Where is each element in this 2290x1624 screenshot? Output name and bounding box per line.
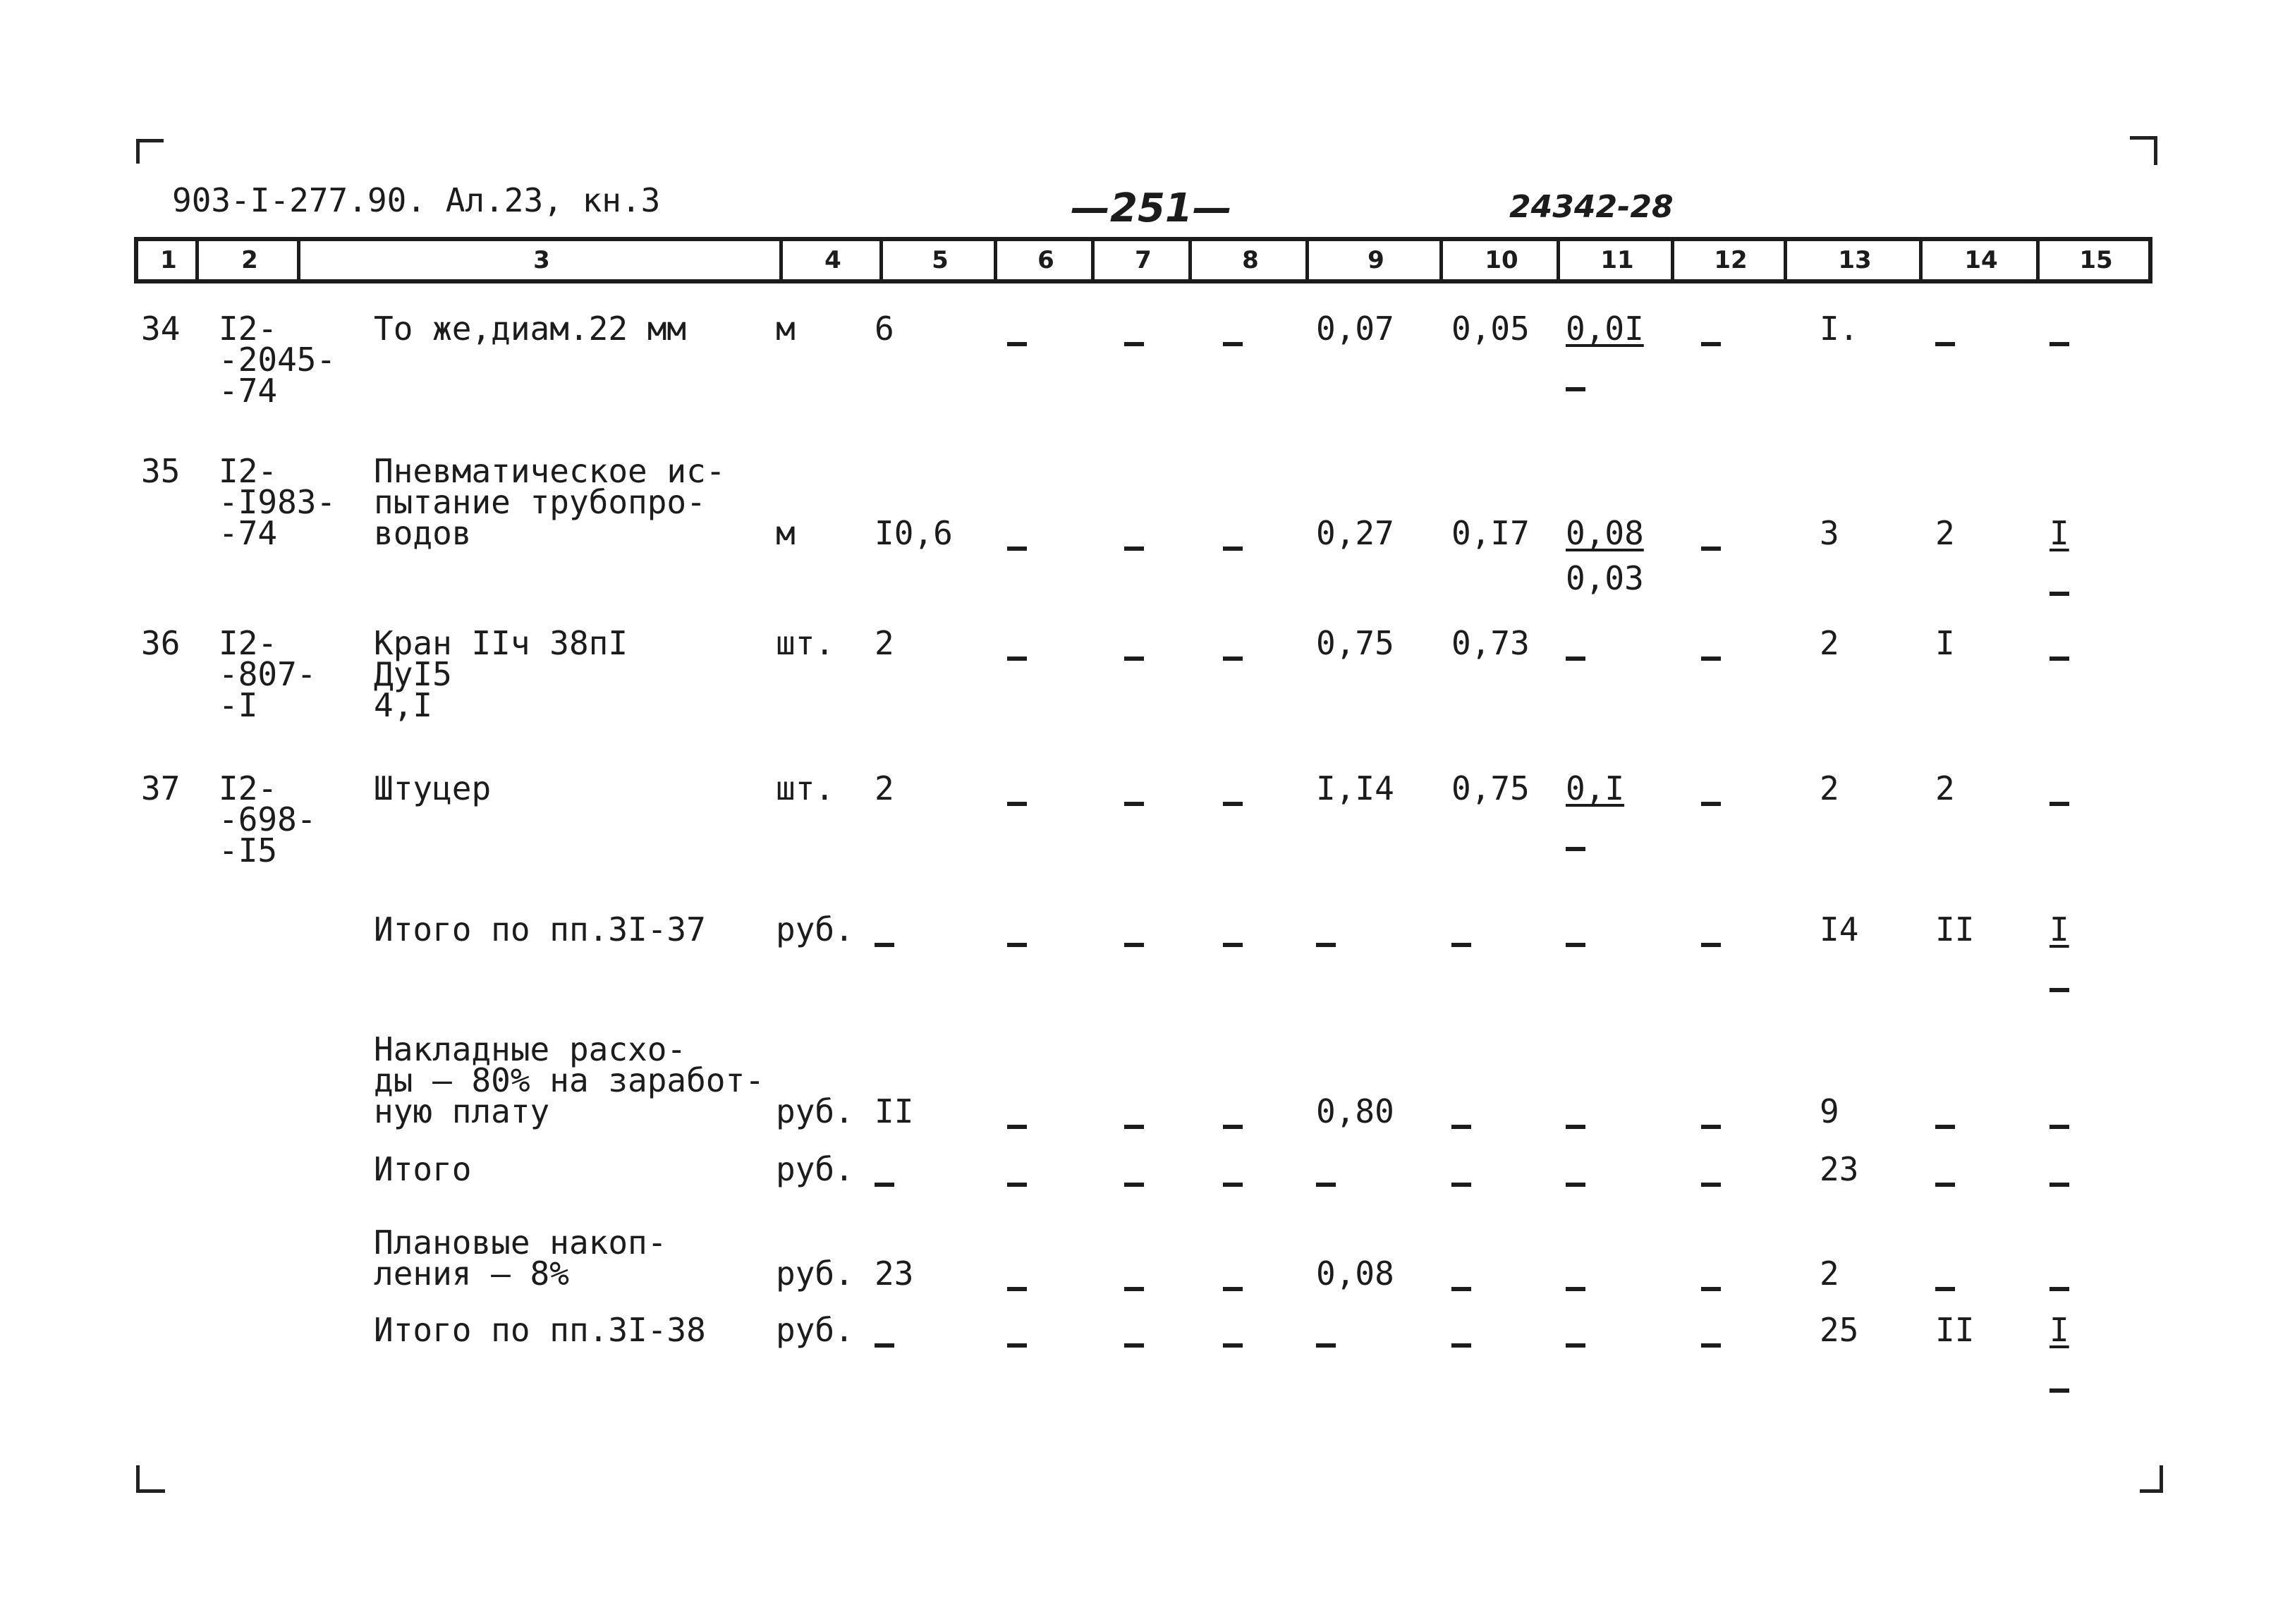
column-8-value xyxy=(1223,1271,1243,1302)
dash-mark xyxy=(1124,802,1144,806)
column-7-value xyxy=(1124,927,1144,958)
unit-of-measure: руб. xyxy=(776,910,854,948)
dash-mark xyxy=(1124,1287,1144,1291)
column-divider xyxy=(1188,237,1192,283)
column-6-value xyxy=(1007,1166,1027,1197)
value-c14: I xyxy=(1935,624,1955,662)
dash-mark xyxy=(1316,943,1336,947)
quantity: 2 xyxy=(875,624,894,662)
dash-mark xyxy=(1935,1287,1955,1291)
quantity xyxy=(875,927,894,958)
value-c10 xyxy=(1451,1327,1471,1358)
value-c11 xyxy=(1566,1271,1585,1302)
dash-mark xyxy=(1007,1125,1027,1129)
rate-code: -I983- xyxy=(219,483,336,521)
dash-mark xyxy=(1701,547,1721,551)
column-8-value xyxy=(1223,326,1243,357)
page-number: —251— xyxy=(1071,185,1232,231)
column-7-value xyxy=(1124,1271,1144,1302)
value-c14 xyxy=(1935,326,1955,357)
column-divider xyxy=(195,237,199,283)
dash-mark xyxy=(1223,1287,1243,1291)
column-header-9: 9 xyxy=(1368,246,1384,274)
rate-code: I2- xyxy=(219,769,278,807)
dash-mark xyxy=(1223,342,1243,346)
value-c14: II xyxy=(1935,910,1975,948)
column-header-11: 11 xyxy=(1600,246,1634,274)
value-c10: 0,I7 xyxy=(1451,514,1530,552)
unit-of-measure: шт. xyxy=(776,624,835,662)
column-6-value xyxy=(1007,640,1027,671)
work-description: Итого по пп.3I-38 xyxy=(374,1311,706,1349)
dash-mark xyxy=(1451,1125,1471,1129)
work-description: Накладные расхо- xyxy=(374,1030,687,1068)
dash-mark xyxy=(1935,342,1955,346)
value-c15-lower xyxy=(2050,575,2069,606)
column-header-1: 1 xyxy=(160,246,177,274)
value-c14 xyxy=(1935,1109,1955,1140)
unit-of-measure: руб. xyxy=(776,1092,854,1130)
column-8-value xyxy=(1223,640,1243,671)
rate-code: -I xyxy=(219,686,258,724)
rate-code: -I5 xyxy=(219,831,278,869)
dash-mark xyxy=(1124,547,1144,551)
quantity: I0,6 xyxy=(875,514,953,552)
dash-mark xyxy=(2050,657,2069,661)
column-divider xyxy=(1305,237,1309,283)
column-6-value xyxy=(1007,786,1027,817)
dash-mark xyxy=(1566,943,1585,947)
dash-mark xyxy=(1701,943,1721,947)
document-code: 903-I-277.90. Ал.23, кн.3 xyxy=(172,181,661,219)
value-c11-lower xyxy=(1566,831,1585,862)
value-c11 xyxy=(1566,927,1585,958)
column-7-value xyxy=(1124,640,1144,671)
dash-mark xyxy=(1935,1125,1955,1129)
column-header-15: 15 xyxy=(2079,246,2113,274)
value-c12 xyxy=(1701,1271,1721,1302)
value-c13: 2 xyxy=(1820,769,1839,807)
column-divider xyxy=(2036,237,2040,283)
quantity: 2 xyxy=(875,769,894,807)
column-6-value xyxy=(1007,1109,1027,1140)
dash-mark xyxy=(1007,943,1027,947)
dash-mark xyxy=(1566,387,1585,391)
column-header-2: 2 xyxy=(241,246,258,274)
work-description: ды – 80% на заработ- xyxy=(374,1061,765,1099)
column-header-14: 14 xyxy=(1964,246,1998,274)
column-header-12: 12 xyxy=(1714,246,1748,274)
value-c10: 0,75 xyxy=(1451,769,1530,807)
dash-mark xyxy=(1566,1125,1585,1129)
value-c12 xyxy=(1701,927,1721,958)
value-c12 xyxy=(1701,1327,1721,1358)
value-c9: 0,08 xyxy=(1316,1254,1394,1293)
rate-code: -74 xyxy=(219,514,278,552)
dash-mark xyxy=(1701,1125,1721,1129)
column-divider xyxy=(1091,237,1095,283)
value-c11: 0,08 xyxy=(1566,514,1644,552)
value-c12 xyxy=(1701,1109,1721,1140)
value-c11 xyxy=(1566,1109,1585,1140)
value-c9 xyxy=(1316,1327,1336,1358)
value-c14 xyxy=(1935,1166,1955,1197)
dash-mark xyxy=(2050,1183,2069,1187)
column-6-value xyxy=(1007,530,1027,561)
dash-mark xyxy=(1566,1183,1585,1187)
value-c10 xyxy=(1451,927,1471,958)
value-c15-lower xyxy=(2050,1372,2069,1403)
value-c11 xyxy=(1566,1327,1585,1358)
value-c11: 0,0I xyxy=(1566,310,1644,348)
unit-of-measure: руб. xyxy=(776,1254,854,1293)
work-description: Плановые накоп- xyxy=(374,1223,667,1262)
value-c9: 0,27 xyxy=(1316,514,1394,552)
value-c13: 2 xyxy=(1820,624,1839,662)
value-c15 xyxy=(2050,1166,2069,1197)
unit-of-measure: м xyxy=(776,514,796,552)
value-c11-lower xyxy=(1566,371,1585,402)
rate-code: I2- xyxy=(219,452,278,490)
column-divider xyxy=(297,237,300,283)
row-number: 35 xyxy=(141,452,181,490)
value-c13: 2 xyxy=(1820,1254,1839,1293)
column-7-value xyxy=(1124,530,1144,561)
work-description: ления – 8% xyxy=(374,1254,569,1293)
value-c9 xyxy=(1316,1166,1336,1197)
dash-mark xyxy=(1451,1287,1471,1291)
quantity: II xyxy=(875,1092,914,1130)
value-c15: I xyxy=(2050,910,2069,948)
column-header-5: 5 xyxy=(932,246,949,274)
column-7-value xyxy=(1124,1327,1144,1358)
dash-mark xyxy=(1007,1183,1027,1187)
row-number: 36 xyxy=(141,624,181,662)
column-7-value xyxy=(1124,326,1144,357)
dash-mark xyxy=(1566,1343,1585,1348)
dash-mark xyxy=(1701,342,1721,346)
dash-mark xyxy=(1223,1183,1243,1187)
column-divider xyxy=(1671,237,1674,283)
dash-mark xyxy=(875,1183,894,1187)
column-divider xyxy=(1439,237,1443,283)
dash-mark xyxy=(1007,1343,1027,1348)
value-c12 xyxy=(1701,640,1721,671)
value-c12 xyxy=(1701,1166,1721,1197)
column-8-value xyxy=(1223,927,1243,958)
value-c13: I4 xyxy=(1820,910,1859,948)
value-c12 xyxy=(1701,326,1721,357)
value-c13: 23 xyxy=(1820,1150,1859,1188)
row-number: 34 xyxy=(141,310,181,348)
dash-mark xyxy=(2050,1287,2069,1291)
work-description: Кран IIч 38пI xyxy=(374,624,628,662)
value-c10 xyxy=(1451,1109,1471,1140)
value-c13: 25 xyxy=(1820,1311,1859,1349)
column-header-3: 3 xyxy=(533,246,550,274)
value-c15 xyxy=(2050,1109,2069,1140)
dash-mark xyxy=(1223,1343,1243,1348)
value-c15: I xyxy=(2050,1311,2069,1349)
column-divider xyxy=(779,237,783,283)
dash-mark xyxy=(1701,1183,1721,1187)
value-c9 xyxy=(1316,927,1336,958)
row-number: 37 xyxy=(141,769,181,807)
column-header-10: 10 xyxy=(1485,246,1518,274)
value-c11 xyxy=(1566,640,1585,671)
dash-mark xyxy=(2050,988,2069,992)
value-c10 xyxy=(1451,1166,1471,1197)
dash-mark xyxy=(2050,1125,2069,1129)
column-6-value xyxy=(1007,1327,1027,1358)
column-7-value xyxy=(1124,1109,1144,1140)
dash-mark xyxy=(1223,547,1243,551)
dash-mark xyxy=(875,1343,894,1348)
column-8-value xyxy=(1223,1327,1243,1358)
quantity: 6 xyxy=(875,310,894,348)
corner-mark-bottom-left xyxy=(136,1465,165,1493)
unit-of-measure: руб. xyxy=(776,1150,854,1188)
value-c9: 0,80 xyxy=(1316,1092,1394,1130)
dash-mark xyxy=(1223,802,1243,806)
column-header-8: 8 xyxy=(1242,246,1259,274)
dash-mark xyxy=(1451,1183,1471,1187)
dash-mark xyxy=(1007,1287,1027,1291)
value-c11 xyxy=(1566,1166,1585,1197)
dash-mark xyxy=(1701,657,1721,661)
corner-mark-top-left xyxy=(136,139,164,164)
dash-mark xyxy=(1124,1183,1144,1187)
dash-mark xyxy=(1316,1183,1336,1187)
value-c13: 3 xyxy=(1820,514,1839,552)
value-c11: 0,I xyxy=(1566,769,1625,807)
work-description: Штуцер xyxy=(374,769,492,807)
dash-mark xyxy=(1451,943,1471,947)
value-c11-lower: 0,03 xyxy=(1566,559,1644,597)
dash-mark xyxy=(1007,547,1027,551)
dash-mark xyxy=(1316,1343,1336,1348)
work-description: водов xyxy=(374,514,472,552)
value-c14 xyxy=(1935,1271,1955,1302)
unit-of-measure: м xyxy=(776,310,796,348)
column-6-value xyxy=(1007,1271,1027,1302)
dash-mark xyxy=(2050,1388,2069,1393)
work-description: 4,I xyxy=(374,686,433,724)
column-8-value xyxy=(1223,1166,1243,1197)
column-8-value xyxy=(1223,1109,1243,1140)
dash-mark xyxy=(1124,657,1144,661)
value-c9: 0,07 xyxy=(1316,310,1394,348)
dash-mark xyxy=(1701,1343,1721,1348)
column-7-value xyxy=(1124,1166,1144,1197)
dash-mark xyxy=(1566,1287,1585,1291)
column-divider xyxy=(1919,237,1923,283)
column-divider xyxy=(879,237,883,283)
dash-mark xyxy=(1007,657,1027,661)
rate-code: I2- xyxy=(219,310,278,348)
dash-mark xyxy=(1223,1125,1243,1129)
dash-mark xyxy=(1701,1287,1721,1291)
dash-mark xyxy=(1124,1343,1144,1348)
value-c9: I,I4 xyxy=(1316,769,1394,807)
quantity xyxy=(875,1327,894,1358)
dash-mark xyxy=(1223,943,1243,947)
column-6-value xyxy=(1007,326,1027,357)
value-c15 xyxy=(2050,640,2069,671)
registration-number: 24342-28 xyxy=(1509,189,1674,225)
value-c14: 2 xyxy=(1935,514,1955,552)
column-6-value xyxy=(1007,927,1027,958)
work-description: пытание трубопро- xyxy=(374,483,706,521)
value-c15-lower xyxy=(2050,972,2069,1003)
value-c15 xyxy=(2050,326,2069,357)
value-c14: 2 xyxy=(1935,769,1955,807)
column-header-7: 7 xyxy=(1135,246,1152,274)
corner-mark-bottom-right xyxy=(2140,1465,2163,1493)
value-c14: II xyxy=(1935,1311,1975,1349)
value-c15: I xyxy=(2050,514,2069,552)
dash-mark xyxy=(1451,1343,1471,1348)
dash-mark xyxy=(1566,847,1585,851)
value-c10: 0,73 xyxy=(1451,624,1530,662)
column-header-4: 4 xyxy=(824,246,841,274)
value-c15 xyxy=(2050,786,2069,817)
rate-code: -74 xyxy=(219,372,278,410)
dash-mark xyxy=(2050,592,2069,596)
column-divider xyxy=(994,237,997,283)
unit-of-measure: шт. xyxy=(776,769,835,807)
dash-mark xyxy=(1124,943,1144,947)
value-c15 xyxy=(2050,1271,2069,1302)
dash-mark xyxy=(1566,657,1585,661)
value-c12 xyxy=(1701,530,1721,561)
column-7-value xyxy=(1124,786,1144,817)
work-description: ДуI5 xyxy=(374,655,452,693)
dash-mark xyxy=(1223,657,1243,661)
work-description: Пневматическое ис- xyxy=(374,452,726,490)
dash-mark xyxy=(1007,342,1027,346)
dash-mark xyxy=(1935,1183,1955,1187)
corner-mark-top-right xyxy=(2130,136,2157,165)
dash-mark xyxy=(2050,342,2069,346)
work-description: ную плату xyxy=(374,1092,550,1130)
dash-mark xyxy=(1124,342,1144,346)
quantity: 23 xyxy=(875,1254,914,1293)
value-c9: 0,75 xyxy=(1316,624,1394,662)
value-c13: I. xyxy=(1820,310,1859,348)
column-header-row xyxy=(134,237,2152,283)
work-description: То же,диам.22 мм xyxy=(374,310,687,348)
quantity xyxy=(875,1166,894,1197)
value-c13: 9 xyxy=(1820,1092,1839,1130)
dash-mark xyxy=(2050,802,2069,806)
work-description: Итого xyxy=(374,1150,472,1188)
column-8-value xyxy=(1223,786,1243,817)
column-header-6: 6 xyxy=(1037,246,1054,274)
rate-code: -698- xyxy=(219,800,317,838)
dash-mark xyxy=(1701,802,1721,806)
column-divider xyxy=(1784,237,1787,283)
rate-code: I2- xyxy=(219,624,278,662)
value-c10: 0,05 xyxy=(1451,310,1530,348)
rate-code: -807- xyxy=(219,655,317,693)
value-c12 xyxy=(1701,786,1721,817)
work-description: Итого по пп.3I-37 xyxy=(374,910,706,948)
column-8-value xyxy=(1223,530,1243,561)
dash-mark xyxy=(875,943,894,947)
column-divider xyxy=(1557,237,1560,283)
rate-code: -2045- xyxy=(219,341,336,379)
dash-mark xyxy=(1007,802,1027,806)
unit-of-measure: руб. xyxy=(776,1311,854,1349)
column-header-13: 13 xyxy=(1838,246,1872,274)
dash-mark xyxy=(1124,1125,1144,1129)
value-c10 xyxy=(1451,1271,1471,1302)
